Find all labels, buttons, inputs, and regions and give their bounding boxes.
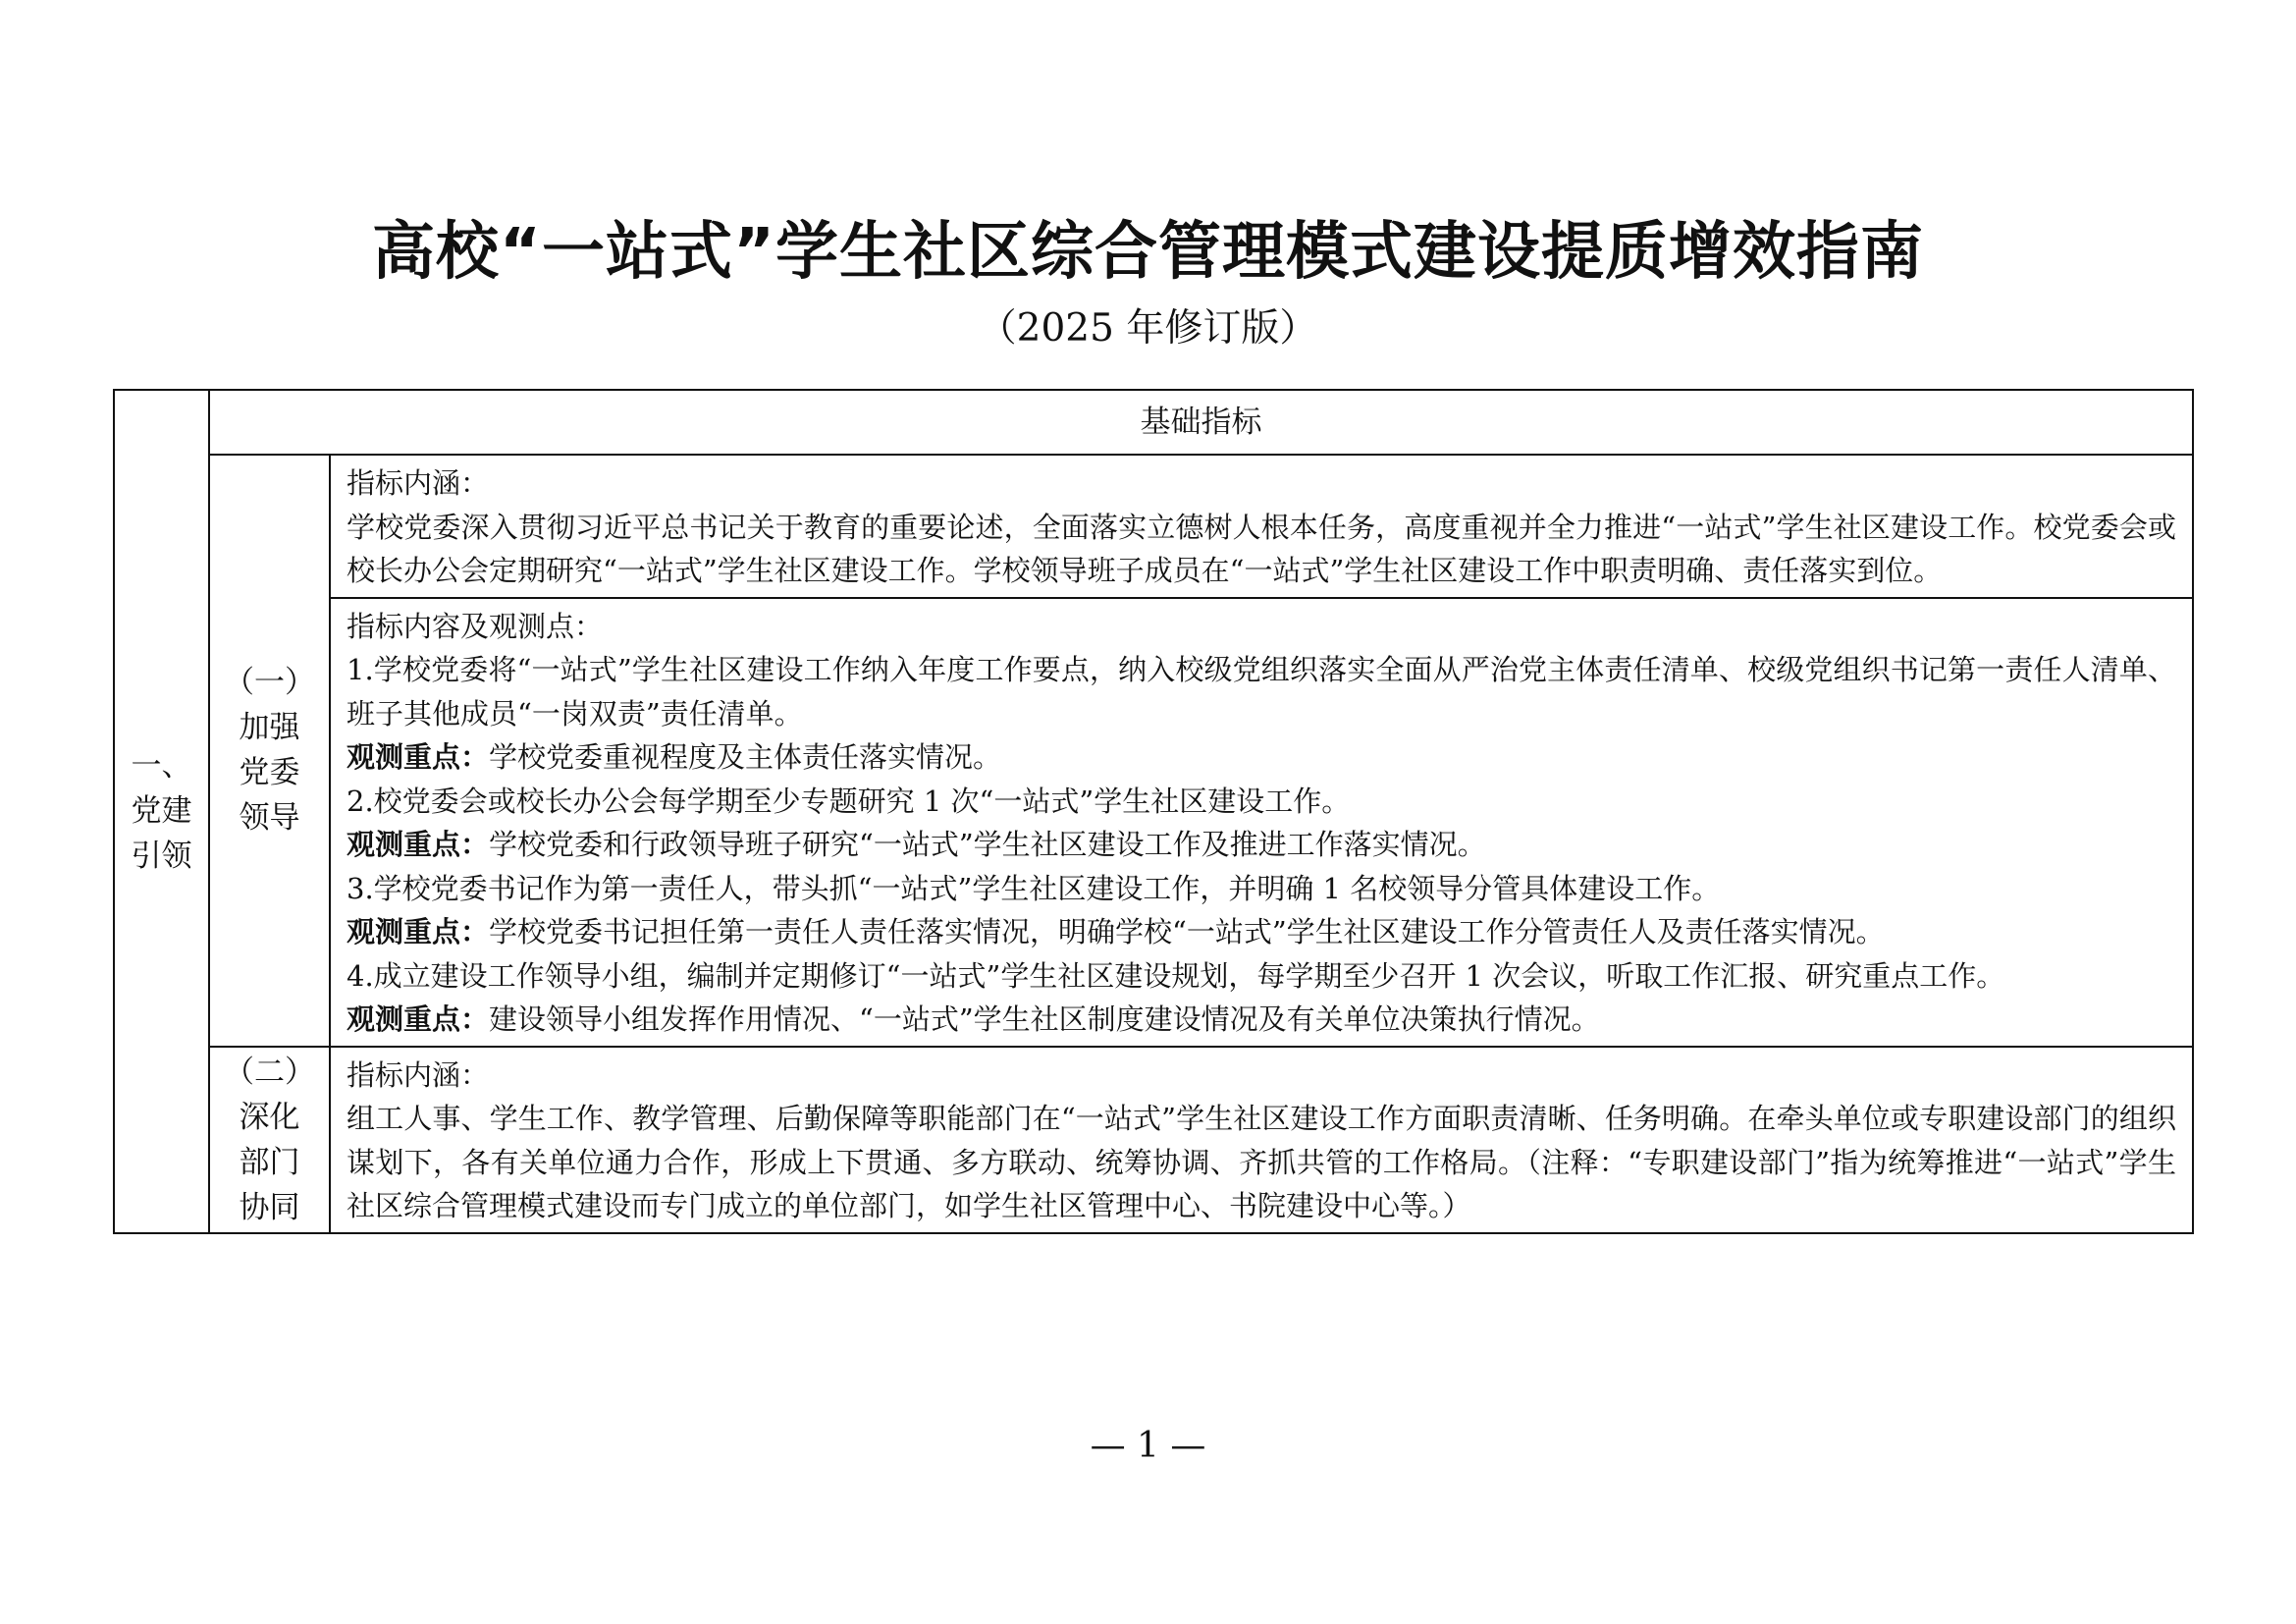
table-row (114, 598, 2193, 1047)
observation-label: 观测重点： (347, 740, 490, 774)
category-cell (114, 390, 209, 1233)
indicator-item: 3.学校党委书记作为第一责任人，带头抓“一站式”学生社区建设工作，并明确 1 名校领导分管具体建设工作。 (347, 871, 1721, 905)
observation-text: 学校党委书记担任第一责任人责任落实情况，明确学校“一站式”学生社区建设工作分管责任人及责任落实情况。 (489, 915, 1885, 948)
indicator-item: 1.学校党委将“一站式”学生社区建设工作纳入年度工作要点，纳入校级党组织落实全面从严治党主体责任清单、校级党组织书记第一责任人清单、班子其他成员“一岗双责”责任清单。 (347, 653, 2176, 731)
connotation-text: 组工人事、学生工作、教学管理、后勤保障等职能部门在“一站式”学生社区建设工作方面职责清晰、任务明确。在牵头单位或专职建设部门的组织谋划下，各有关单位通力合作，形成上下贯通、多方联动、统筹协调、齐抓共管的工作格局。（注释：“专职建设部门”指为统筹推进“一站式”学生社区综合管理模式建设而专门成立的单位部门，如学生社区管理中心、书院建设中心等。） (347, 1102, 2176, 1222)
observation-text: 学校党委重视程度及主体责任落实情况。 (489, 740, 1002, 774)
connotation-label: 指标内涵： (347, 1057, 490, 1092)
table-row (114, 455, 2193, 598)
observation-label: 观测重点： (347, 915, 490, 948)
connotation-cell (330, 1047, 2193, 1233)
indicator-item: 4.成立建设工作领导小组，编制并定期修订“一站式”学生社区建设规划，每学期至少召开 1 次会议，听取工作汇报、研究重点工作。 (347, 958, 2005, 993)
table-header-row (114, 390, 2193, 455)
observation-point (347, 998, 2176, 1042)
subcategory-label: （二） 深化 部门 协同 (224, 1054, 315, 1225)
observation-point (347, 735, 2176, 780)
category-label: 一、 党建 引领 (131, 748, 192, 875)
document-title: 高校“一站式”学生社区综合管理模式建设提质增效指南 (371, 216, 1925, 289)
indicator-table (113, 389, 2194, 1234)
subcategory-cell (209, 1047, 330, 1233)
content-label: 指标内容及观测点： (347, 609, 604, 643)
table-row (114, 1047, 2193, 1233)
observation-label: 观测重点： (347, 1002, 490, 1036)
connotation-label: 指标内涵： (347, 466, 490, 500)
header-label: 基础指标 (1140, 405, 1262, 440)
indicator-item: 2.校党委会或校长办公会每学期至少专题研究 1 次“一站式”学生社区建设工作。 (347, 784, 1351, 818)
page-number: — 1 — (1090, 1426, 1206, 1466)
observation-text: 学校党委和行政领导班子研究“一站式”学生社区建设工作及推进工作落实情况。 (489, 828, 1486, 861)
observation-text: 建设领导小组发挥作用情况、“一站式”学生社区制度建设情况及有关单位决策执行情况。 (489, 1002, 1600, 1036)
subcategory-label: （一） 加强 党委 领导 (224, 665, 315, 837)
header-cell (209, 390, 2193, 455)
document-subtitle: （2025 年修订版） (978, 306, 1318, 351)
observation-label: 观测重点： (347, 828, 490, 861)
content-cell (330, 598, 2193, 1047)
observation-point (347, 823, 2176, 867)
observation-point (347, 910, 2176, 954)
connotation-text: 学校党委深入贯彻习近平总书记关于教育的重要论述，全面落实立德树人根本任务，高度重视并全力推进“一站式”学生社区建设工作。校党委会或校长办公会定期研究“一站式”学生社区建设工作。学校领导班子成员在“一站式”学生社区建设工作中职责明确、责任落实到位。 (347, 510, 2176, 587)
subcategory-cell (209, 455, 330, 1047)
connotation-cell (330, 455, 2193, 598)
